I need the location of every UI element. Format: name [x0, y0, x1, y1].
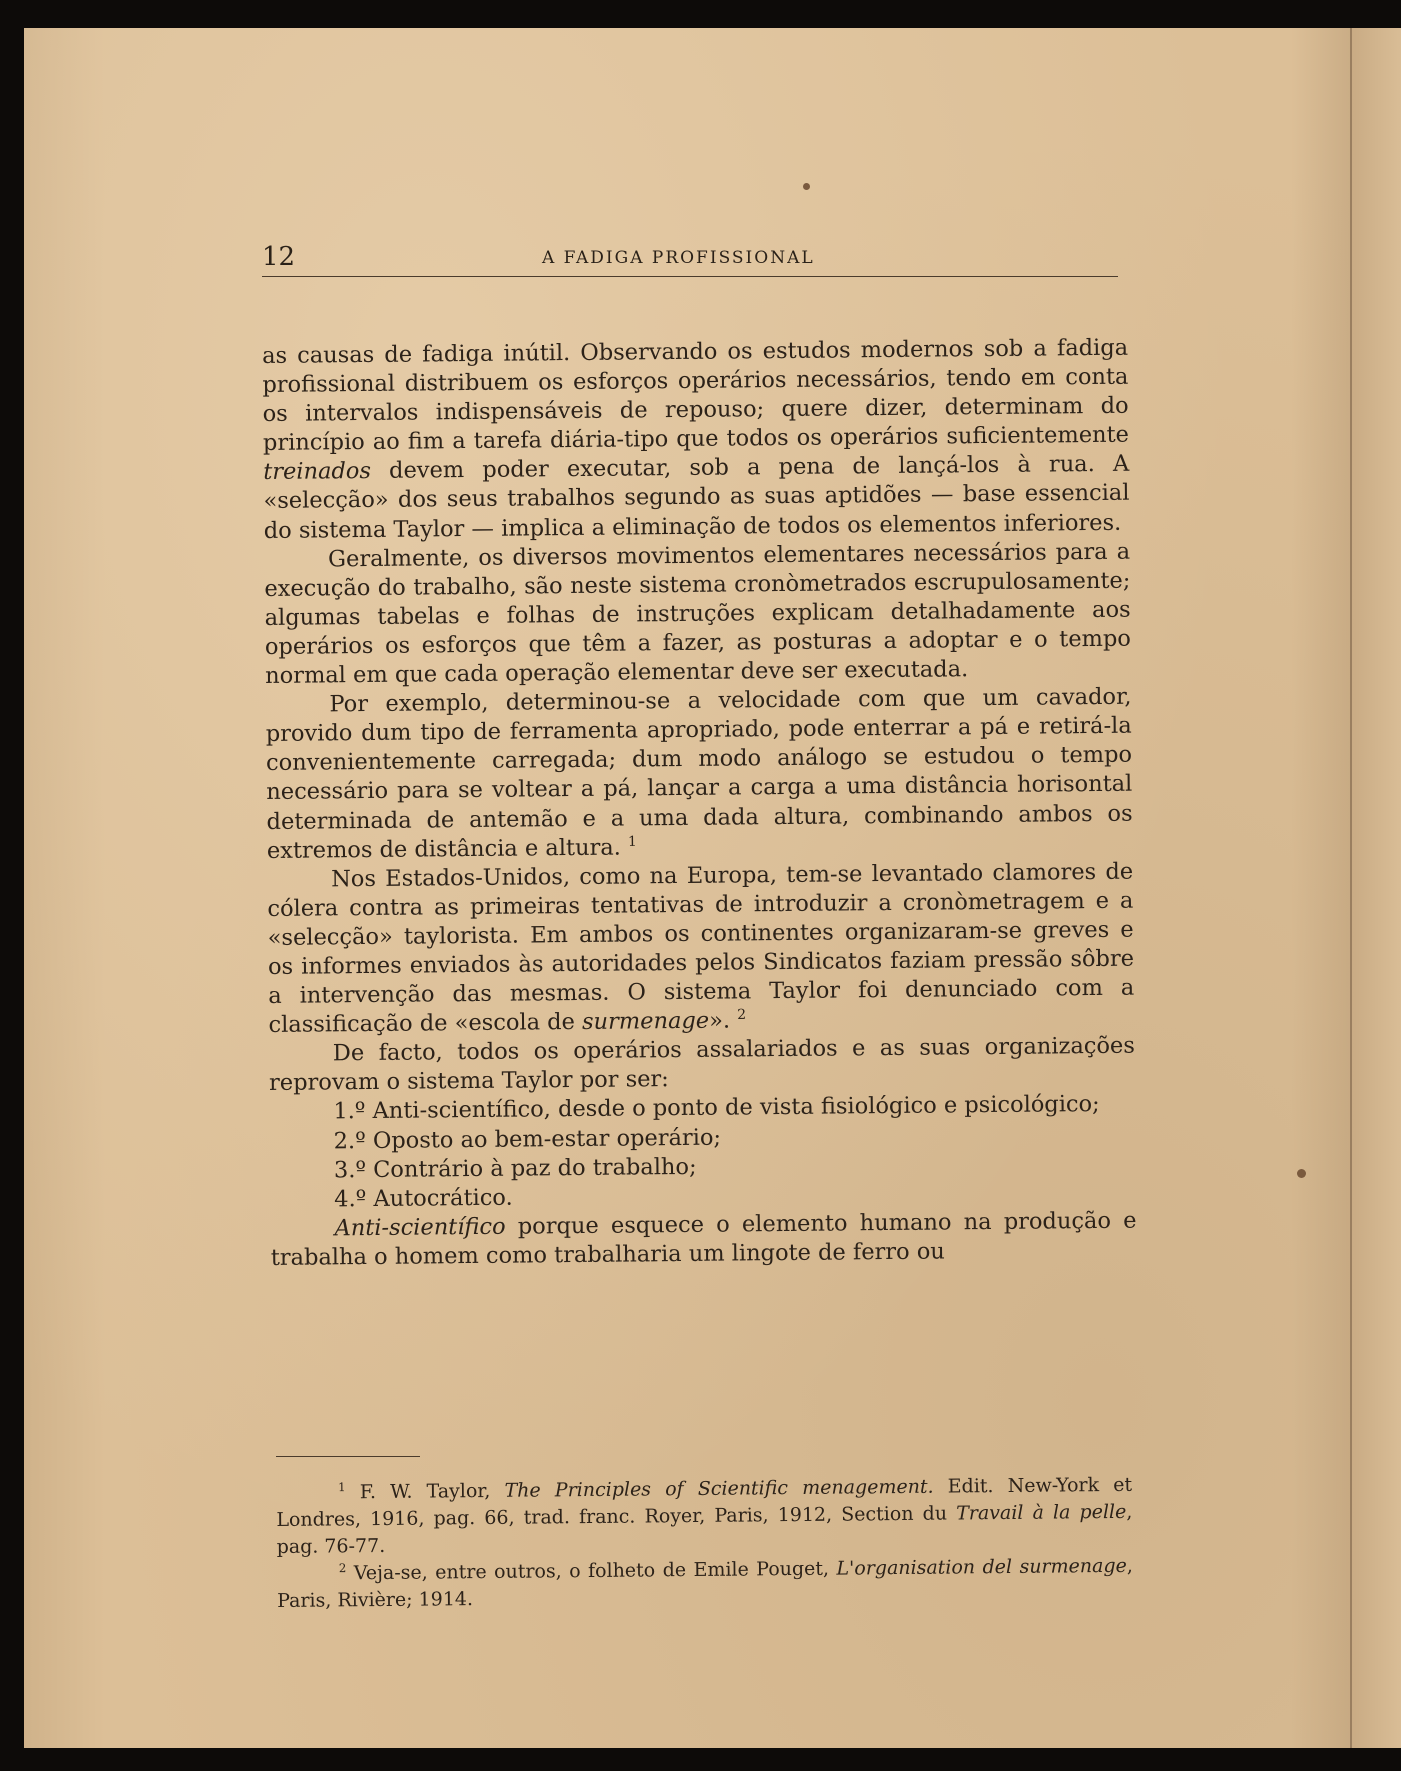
paragraph-4 — [267, 857, 1135, 1040]
list-item: 2.º Oposto ao bem-estar operário; — [333, 1124, 722, 1154]
footnote-1-italic-b: Travail à la pelle — [956, 1500, 1127, 1525]
footnote-1-text: F. W. Taylor, — [345, 1479, 505, 1504]
header-rule — [262, 276, 1118, 277]
footnote-2 — [277, 1553, 1133, 1615]
list-item: 4.º Autocrático. — [334, 1184, 513, 1213]
footnote-1-mark: 1 — [338, 1480, 346, 1495]
footnote-rule — [276, 1456, 420, 1457]
footnote-2-text: Veja-se, entre outros, o folheto de Emile Pouget, — [346, 1557, 837, 1585]
paragraph-2: Geralmente, os diversos movimentos elementares necessários para a execução do trabalho, são neste sistema cronòmetrados escrupulosamente; algumas tabelas e folhas de instruções explicam detalhadamente aos operários os esforços que têm a fazer, as posturas a adoptar e o tempo normal em que cada operação elementar deve ser executada. — [264, 538, 1132, 690]
footnotes — [276, 1472, 1133, 1615]
paragraph-4-end: ». — [709, 1007, 731, 1034]
footnote-1 — [276, 1472, 1133, 1561]
body-text — [262, 334, 1137, 1273]
footnote-1-italic: The Principles of Scientific menagement. — [504, 1475, 934, 1502]
paragraph-6-italic: Anti-scientífico — [334, 1213, 506, 1242]
paragraph-1-text: as causas de fadiga inútil. Observando os estudos modernos sob a fadiga profissional distribuem os esforços operários necessários, tendo em conta os intervalos indispensáveis de repouso; quere dizer, determinam do princípio ao fim a tarefa diária-tipo que todos os operários suficientemente — [262, 334, 1130, 457]
paragraph-1-italic: treinados — [263, 458, 372, 486]
paper-speck — [803, 183, 810, 190]
paragraph-6 — [270, 1206, 1137, 1272]
footnote-2-text-b: , Paris, Rivière; 1914. — [277, 1554, 1133, 1612]
next-page-edge — [1352, 28, 1401, 1748]
paper-speck — [1297, 1169, 1306, 1178]
paragraph-4-text: Nos Estados-Unidos, como na Europa, tem-se levantado clamores de cólera contra as primeiras tentativas de introduzir a cronòmetragem e a «selecção» taylorista. Em ambos os continentes organizaram-se greves e os informes enviados às autoridades pelos Sindicatos faziam pressão sôbre a intervenção das mesmas. O sistema Taylor foi denunciado com a classificação de «escola de — [267, 858, 1135, 1039]
paragraph-6-text: porque esquece o elemento humano na produção e trabalha o homem como trabalharia um lingote de ferro ou — [270, 1207, 1137, 1271]
footnote-ref-2: 2 — [737, 1007, 747, 1024]
paragraph-3 — [265, 683, 1133, 866]
paragraph-3-text: Por exemplo, determinou-se a velocidade com que um cavador, provido dum tipo de ferramenta apropriado, pode enterrar a pá e retirá-la convenientemente carregada; dum modo análogo se estudou o tempo necessário para se voltear a pá, lançar a carga a uma distância horisontal determinada de antemão e a uma dada altura, combinando ambos os extremos de distância e altura. — [265, 683, 1133, 864]
footnote-2-mark: 2 — [338, 1561, 347, 1576]
paragraph-1 — [262, 334, 1130, 546]
page-header — [262, 242, 1118, 276]
paragraph-4-italic: surmenage — [581, 1007, 710, 1036]
list-item: 1.º Anti-scientífico, desde o ponto de vista fisiológico e psicológico; — [333, 1091, 1100, 1125]
paragraph-1-end: devem poder executar, sob a pena de lançá-los à rua. A «selecção» dos seus trabalhos segundo as suas aptidões — base essencial do sistema Taylor — implica a eliminação de todos os elementos inferiores. — [263, 451, 1130, 544]
footnote-1-text-c: , pag. 76-77. — [276, 1500, 1133, 1558]
list-item: 3.º Contrário à paz do trabalho; — [333, 1153, 697, 1183]
page-number: 12 — [262, 242, 296, 272]
footnote-2-italic: L'organisation del surmenage — [836, 1554, 1127, 1580]
paragraph-5: De facto, todos os operários assalariados e as suas organizações reprovam o sistema Taylor por ser: — [268, 1032, 1135, 1097]
running-title: A FADIGA PROFISSIONAL — [542, 248, 815, 268]
footnote-ref-1: 1 — [627, 833, 637, 850]
footnote-1-text-b: Edit. New-York et Londres, 1916, pag. 66, trad. franc. Royer, Paris, 1912, Section du — [276, 1473, 1133, 1531]
